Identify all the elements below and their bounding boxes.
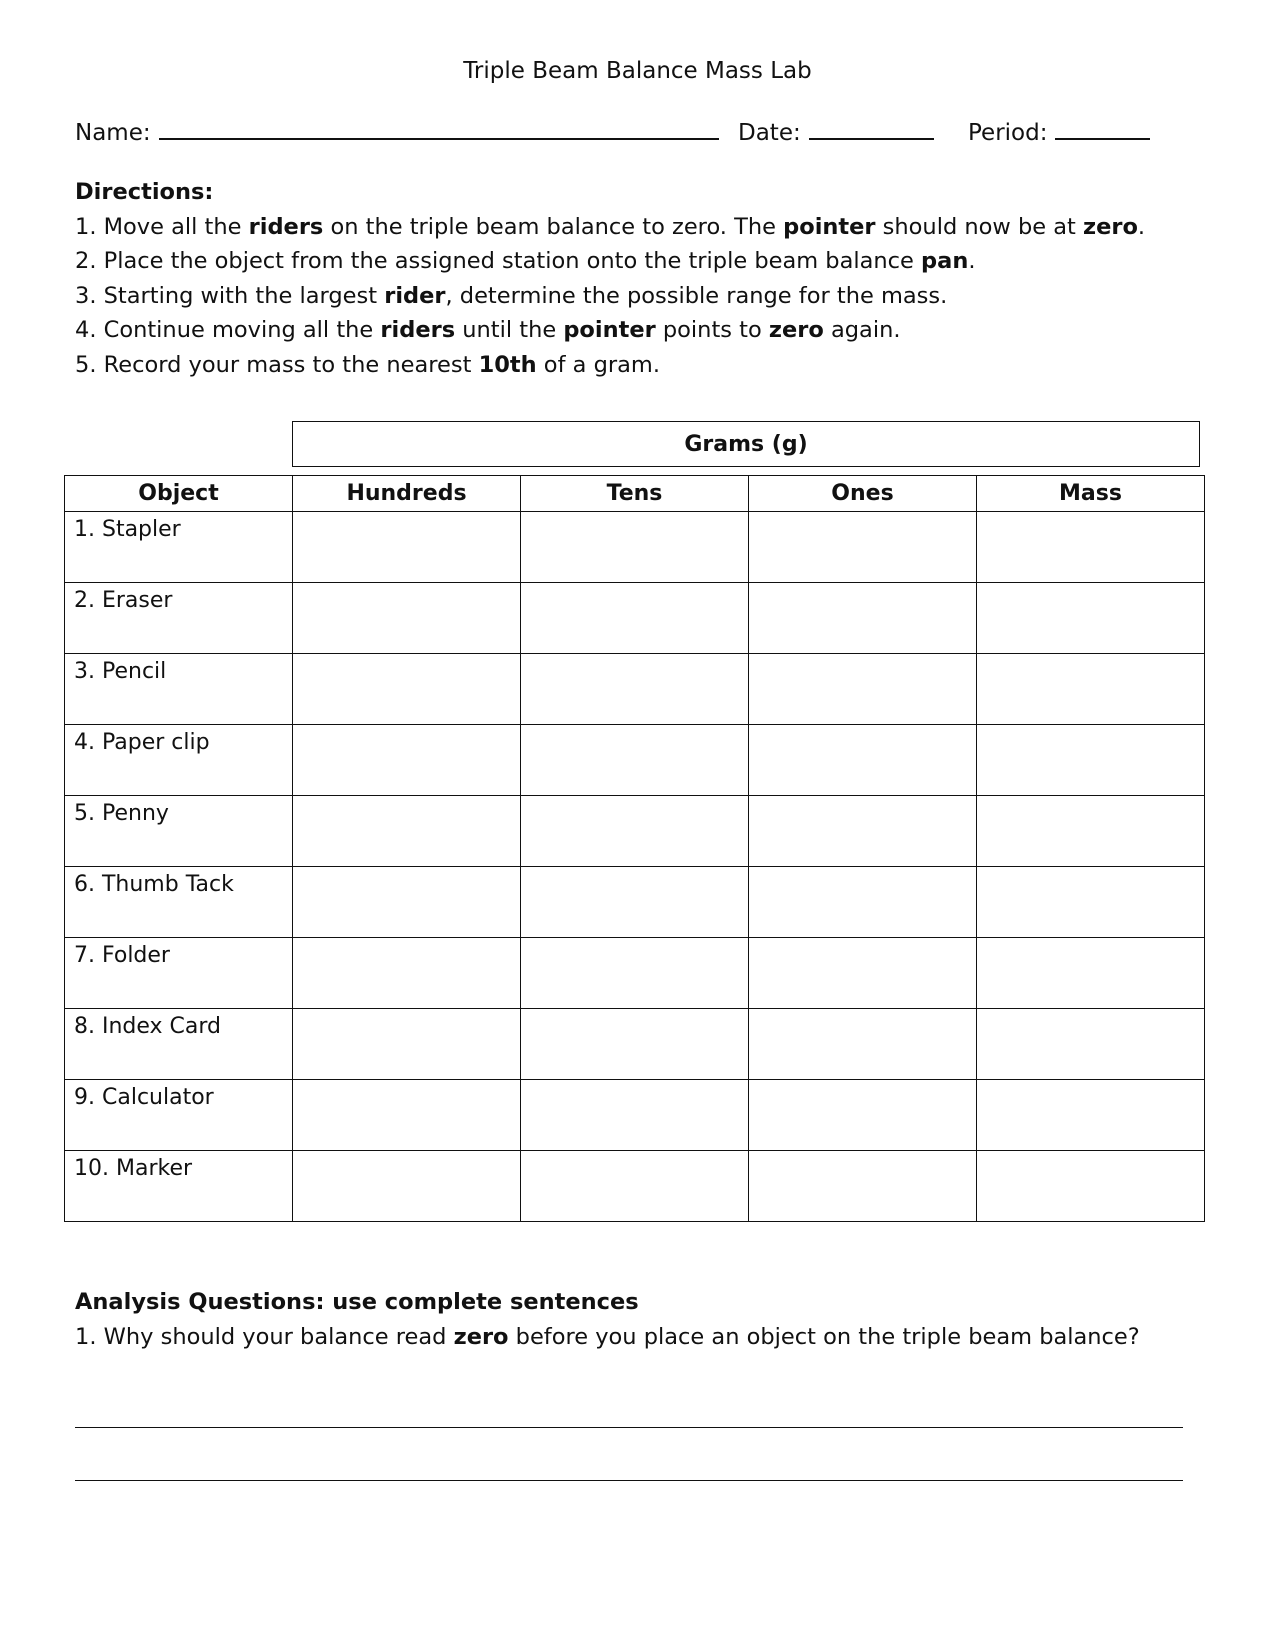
name-label: Name: — [75, 120, 151, 146]
object-name-cell: 4. Paper clip — [65, 725, 293, 796]
date-blank[interactable] — [809, 116, 934, 140]
table-row — [65, 583, 1205, 654]
column-header-hundreds: Hundreds — [293, 476, 521, 512]
mass-cell[interactable] — [977, 1080, 1205, 1151]
table-row — [65, 796, 1205, 867]
step-text: 3. Starting with the largest — [75, 282, 385, 309]
mass-cell[interactable] — [977, 1009, 1205, 1080]
answer-line[interactable] — [75, 1427, 1183, 1428]
step-text: . — [968, 248, 976, 274]
table-body — [65, 512, 1205, 1222]
ones-cell[interactable] — [749, 796, 977, 867]
name-blank[interactable] — [159, 116, 719, 140]
emphasized-term: rider — [384, 282, 446, 309]
table-row — [65, 654, 1205, 725]
step-text: 5. Record your mass to the nearest — [75, 351, 479, 378]
ones-cell[interactable] — [749, 512, 977, 583]
table-row — [65, 1151, 1205, 1222]
mass-cell[interactable] — [977, 1151, 1205, 1222]
tens-cell[interactable] — [521, 1151, 749, 1222]
object-name-cell: 9. Calculator — [65, 1080, 293, 1151]
table-row — [65, 1080, 1205, 1151]
hundreds-cell[interactable] — [293, 654, 521, 725]
column-header-ones: Ones — [749, 476, 977, 512]
date-label: Date: — [738, 120, 801, 146]
table-header-row — [65, 476, 1205, 512]
table-row — [65, 867, 1205, 938]
table-row — [65, 725, 1205, 796]
tens-cell[interactable] — [521, 583, 749, 654]
emphasized-term: zero — [768, 317, 824, 343]
ones-cell[interactable] — [749, 1151, 977, 1222]
tens-cell[interactable] — [521, 725, 749, 796]
emphasized-term: 10th — [478, 351, 537, 378]
column-header-object: Object — [65, 476, 293, 512]
grams-header: Grams (g) — [292, 421, 1200, 467]
page-title: Triple Beam Balance Mass Lab — [463, 58, 812, 84]
step-text: 2. Place the object from the assigned station onto the triple beam balance — [75, 248, 922, 274]
mass-cell[interactable] — [977, 796, 1205, 867]
hundreds-cell[interactable] — [293, 1151, 521, 1222]
analysis-section — [75, 1285, 1140, 1355]
ones-cell[interactable] — [749, 867, 977, 938]
mass-cell[interactable] — [977, 725, 1205, 796]
object-name-cell: 6. Thumb Tack — [65, 867, 293, 938]
table-row — [65, 1009, 1205, 1080]
ones-cell[interactable] — [749, 654, 977, 725]
mass-cell[interactable] — [977, 512, 1205, 583]
object-name-cell: 10. Marker — [65, 1151, 293, 1222]
direction-step — [75, 210, 1145, 245]
period-blank[interactable] — [1055, 116, 1150, 140]
table-row — [65, 512, 1205, 583]
object-name-cell: 5. Penny — [65, 796, 293, 867]
tens-cell[interactable] — [521, 1009, 749, 1080]
emphasized-term: pointer — [563, 317, 656, 343]
ones-cell[interactable] — [749, 725, 977, 796]
emphasized-term: pan — [921, 248, 969, 274]
object-name-cell: 2. Eraser — [65, 583, 293, 654]
ones-cell[interactable] — [749, 1009, 977, 1080]
period-field[interactable] — [968, 116, 1150, 146]
object-name-cell: 8. Index Card — [65, 1009, 293, 1080]
direction-step — [75, 279, 1145, 314]
mass-cell[interactable] — [977, 867, 1205, 938]
hundreds-cell[interactable] — [293, 725, 521, 796]
step-text: on the triple beam balance to zero. The — [323, 213, 784, 240]
object-name-cell: 1. Stapler — [65, 512, 293, 583]
hundreds-cell[interactable] — [293, 938, 521, 1009]
direction-step — [75, 313, 1145, 348]
ones-cell[interactable] — [749, 938, 977, 1009]
tens-cell[interactable] — [521, 938, 749, 1009]
step-text: until the — [455, 317, 564, 343]
step-text: 1. Move all the — [75, 213, 249, 240]
tens-cell[interactable] — [521, 512, 749, 583]
object-name-cell: 3. Pencil — [65, 654, 293, 725]
hundreds-cell[interactable] — [293, 867, 521, 938]
tens-cell[interactable] — [521, 1080, 749, 1151]
direction-step — [75, 348, 1145, 383]
ones-cell[interactable] — [749, 1080, 977, 1151]
ones-cell[interactable] — [749, 583, 977, 654]
step-text: points to — [655, 317, 769, 343]
hundreds-cell[interactable] — [293, 583, 521, 654]
directions-heading: Directions: — [75, 179, 214, 205]
answer-line[interactable] — [75, 1480, 1183, 1481]
emphasized-term: riders — [248, 213, 324, 240]
step-text: should now be at — [875, 213, 1083, 240]
directions-list — [75, 210, 1145, 383]
hundreds-cell[interactable] — [293, 1009, 521, 1080]
step-text: , determine the possible range for the mass. — [445, 282, 948, 309]
mass-cell[interactable] — [977, 654, 1205, 725]
mass-table — [64, 475, 1205, 1222]
name-field[interactable] — [75, 116, 719, 146]
emphasized-term: pointer — [783, 213, 876, 240]
directions-section — [75, 175, 1145, 382]
direction-step — [75, 244, 1145, 279]
tens-cell[interactable] — [521, 867, 749, 938]
tens-cell[interactable] — [521, 654, 749, 725]
column-header-tens: Tens — [521, 476, 749, 512]
hundreds-cell[interactable] — [293, 796, 521, 867]
step-text: . — [1137, 213, 1146, 240]
emphasized-term: zero — [1083, 213, 1138, 240]
mass-cell[interactable] — [977, 583, 1205, 654]
date-field[interactable] — [738, 116, 934, 146]
tens-cell[interactable] — [521, 796, 749, 867]
step-text: of a gram. — [536, 351, 660, 378]
analysis-heading: Analysis Questions: use complete sentences — [75, 1289, 639, 1315]
hundreds-cell[interactable] — [293, 512, 521, 583]
table-row — [65, 938, 1205, 1009]
question-text: before you place an object on the triple beam balance? — [508, 1324, 1140, 1350]
emphasized-term: riders — [380, 317, 456, 343]
emphasized-term: zero — [453, 1324, 509, 1350]
question-text: 1. Why should your balance read — [75, 1324, 454, 1350]
step-text: again. — [823, 317, 901, 343]
analysis-question-1 — [75, 1320, 1140, 1355]
step-text: 4. Continue moving all the — [75, 317, 381, 343]
hundreds-cell[interactable] — [293, 1080, 521, 1151]
object-name-cell: 7. Folder — [65, 938, 293, 1009]
mass-cell[interactable] — [977, 938, 1205, 1009]
period-label: Period: — [968, 120, 1048, 146]
column-header-mass: Mass — [977, 476, 1205, 512]
